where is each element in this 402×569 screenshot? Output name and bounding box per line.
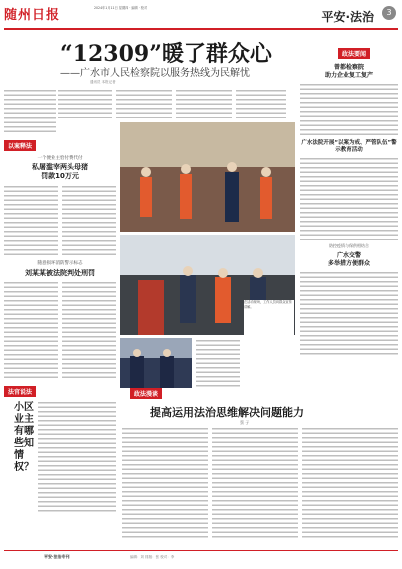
right-story2-body: [300, 158, 398, 240]
feature-author: 蔡 子: [240, 420, 250, 425]
feature-body-col2: [212, 428, 298, 540]
left-story1-title: 私屠滥宰两头母猪 罚款10万元: [32, 163, 88, 180]
page-number: 3: [382, 6, 396, 20]
left-story1-body-col1: [4, 186, 58, 256]
photo-side-text: [196, 340, 240, 388]
right-story3-body: [300, 272, 398, 356]
left-story1-body-col2: [62, 186, 116, 256]
photo-caption: 在活动现场，工作人员向群众宣传讲解。: [244, 300, 294, 340]
feature-body-col1: [122, 428, 208, 540]
masthead-logo: 随州日报: [4, 8, 61, 23]
lead-subhead: ——广水市人民检察院以服务热线为民解忧: [60, 68, 250, 79]
lead-body-col4: [236, 90, 286, 118]
photo-3-illustration: [120, 338, 192, 388]
feature-tag: 政法漫谈: [130, 388, 162, 399]
feature-body-col3: [302, 428, 398, 540]
feature-title: 提高运用法治思维解决问题能力: [150, 406, 304, 419]
lead-body-col1: [58, 90, 112, 118]
lead-body-col3: [176, 90, 232, 118]
left-story2-title: 刘某某被法院判处刑罚: [25, 269, 95, 277]
left-story2-body-col1: [4, 282, 58, 378]
lead-byline: 通讯员 本报记者: [90, 80, 116, 84]
bottom-left-tag: 法官说法: [4, 386, 36, 397]
footer-rule: [4, 550, 398, 551]
left-story2-body-col2: [62, 282, 116, 378]
right-story3-title: 广水交警 多举措方便群众: [327, 252, 370, 267]
right-story1-title: 曾都检察院 助力企业复工复产: [324, 64, 373, 79]
right-story2-title: 广水法院开展“以案为戒、严管队伍”警示教育活动: [301, 140, 397, 153]
left-story2-kicker: 随意损坏消防警示标志: [37, 261, 83, 266]
left-tag: 以案释法: [4, 140, 36, 151]
footer-left: 平安·法治专刊: [44, 554, 70, 559]
bottom-left-body: [38, 402, 116, 512]
lead-photo-1: [120, 122, 295, 232]
lead-headline: “12309”暖了群众心: [60, 41, 272, 67]
left-story1-kicker: 一个便业主恰付费代付: [37, 156, 83, 161]
lead-body-col2: [116, 90, 172, 118]
top-meta: 2024年1月11日 星期四 · 编辑 · 校对: [94, 6, 148, 10]
section-title: 平安·法治: [321, 10, 374, 24]
footer-text: 编辑：刘 排版：张 校对：李: [130, 555, 175, 559]
lead-photo-3: [120, 338, 192, 388]
right-tag: 政法要闻: [338, 48, 370, 59]
bottom-left-title: 小区业主有哪些知情权？: [14, 402, 34, 473]
left-lead-text: [4, 90, 56, 134]
right-story1-body: [300, 84, 398, 138]
right-story3-kicker: 防控疫情与保供相结合: [329, 243, 369, 248]
photo-1-illustration: [120, 122, 295, 232]
header-rule: [4, 28, 398, 30]
